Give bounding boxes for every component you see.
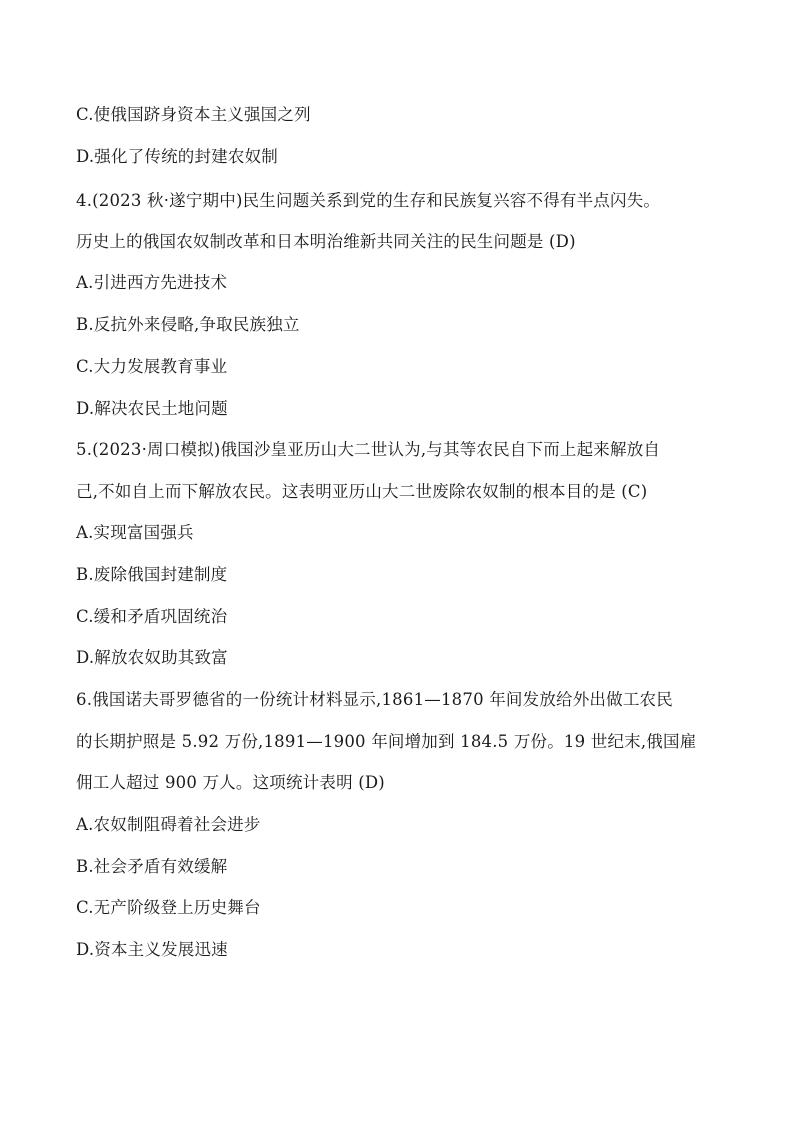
q6-option-d: D.资本主义发展迅速	[76, 940, 228, 959]
q6-stem-line-1: 6.俄国诺夫哥罗德省的一份统计材料显示,1861—1870 年间发放给外出做工农民	[76, 690, 673, 709]
q6-option-a: A.农奴制阻碍着社会进步	[76, 815, 261, 834]
q4-option-c: C.大力发展教育事业	[76, 357, 228, 376]
q6-stem-line-2: 的长期护照是 5.92 万份,1891—1900 年间增加到 184.5 万份。19 世纪末,俄国雇	[76, 732, 697, 751]
q6-option-c: C.无产阶级登上历史舞台	[76, 898, 261, 917]
q5-option-c: C.缓和矛盾巩固统治	[76, 607, 228, 626]
q4-option-b: B.反抗外来侵略,争取民族独立	[76, 315, 300, 334]
q6-option-b: B.社会矛盾有效缓解	[76, 857, 228, 876]
q5-stem-line-2: 己,不如自上而下解放农民。这表明亚历山大二世废除农奴制的根本目的是 (C)	[76, 482, 648, 501]
q4-option-a: A.引进西方先进技术	[76, 273, 228, 292]
q3-option-d: D.强化了传统的封建农奴制	[76, 147, 278, 166]
q5-stem-line-1: 5.(2023·周口模拟)俄国沙皇亚历山大二世认为,与其等农民自下而上起来解放自	[76, 440, 661, 459]
q5-option-a: A.实现富国强兵	[76, 523, 194, 542]
q3-option-c: C.使俄国跻身资本主义强国之列	[76, 105, 311, 124]
q5-option-b: B.废除俄国封建制度	[76, 565, 228, 584]
q4-option-d: D.解决农民土地问题	[76, 399, 228, 418]
q5-option-d: D.解放农奴助其致富	[76, 648, 228, 667]
q4-stem-line-2: 历史上的俄国农奴制改革和日本明治维新共同关注的民生问题是 (D)	[76, 232, 576, 251]
q6-stem-line-3: 佣工人超过 900 万人。这项统计表明 (D)	[76, 773, 385, 792]
q4-stem-line-1: 4.(2023 秋·遂宁期中)民生问题关系到党的生存和民族复兴容不得有半点闪失。	[76, 191, 661, 210]
